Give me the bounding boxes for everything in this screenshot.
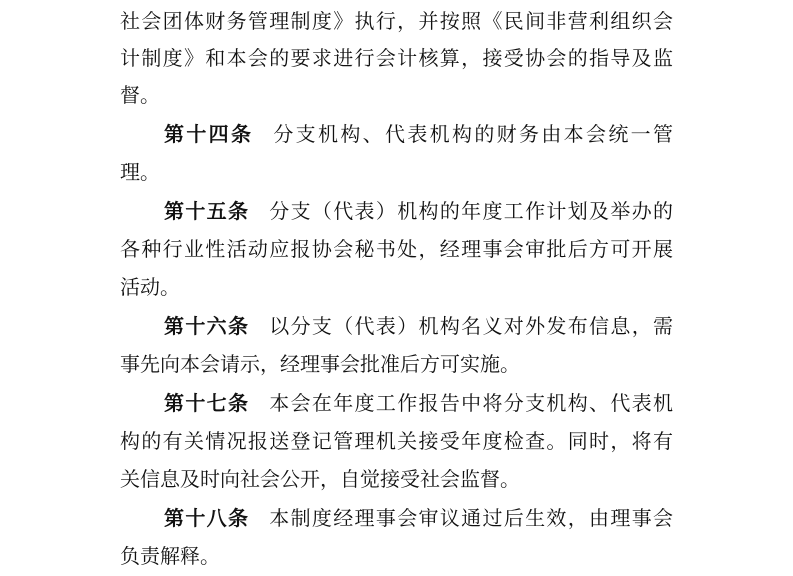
- article-17-first-line: [164, 384, 673, 422]
- text-line: 社会团体财务管理制度》执行，并按照《民间非营利组织会: [120, 9, 673, 33]
- article-16-heading: 第十六条: [164, 314, 250, 338]
- text-line: 负责解释。: [120, 544, 220, 568]
- text-line: 计制度》和本会的要求进行会计核算，接受协会的指导及监: [120, 46, 673, 70]
- text-line: 理。: [120, 160, 160, 184]
- article-14-text: 分支机构、代表机构的财务由本会统一管: [273, 122, 674, 146]
- text-line: 活动。: [120, 275, 180, 299]
- article-17-text: 本会在年度工作报告中将分支机构、代表机: [269, 391, 674, 415]
- article-15-text: 分支（代表）机构的年度工作计划及举办的: [269, 199, 674, 223]
- article-14-heading: 第十四条: [164, 122, 254, 146]
- text-line: 构的有关情况报送登记管理机关接受年度检查。同时，将有: [120, 429, 673, 453]
- article-14-first-line: [164, 115, 673, 153]
- article-15-heading: 第十五条: [164, 199, 250, 223]
- article-15-first-line: [164, 192, 673, 230]
- article-16-text: 以分支（代表）机构名义对外发布信息，需: [269, 314, 674, 338]
- text-line: 关信息及时向社会公开，自觉接受社会监督。: [120, 467, 520, 491]
- text-line: 各种行业性活动应报协会秘书处，经理事会审批后方可开展: [120, 237, 673, 261]
- article-18-text: 本制度经理事会审议通过后生效，由理事会: [269, 506, 674, 530]
- article-16-first-line: [164, 307, 673, 345]
- article-18-first-line: [164, 499, 673, 537]
- article-18-heading: 第十八条: [164, 506, 250, 530]
- article-17-heading: 第十七条: [164, 391, 250, 415]
- text-line: 督。: [120, 83, 160, 107]
- text-line: 事先向本会请示，经理事会批准后方可实施。: [120, 352, 520, 376]
